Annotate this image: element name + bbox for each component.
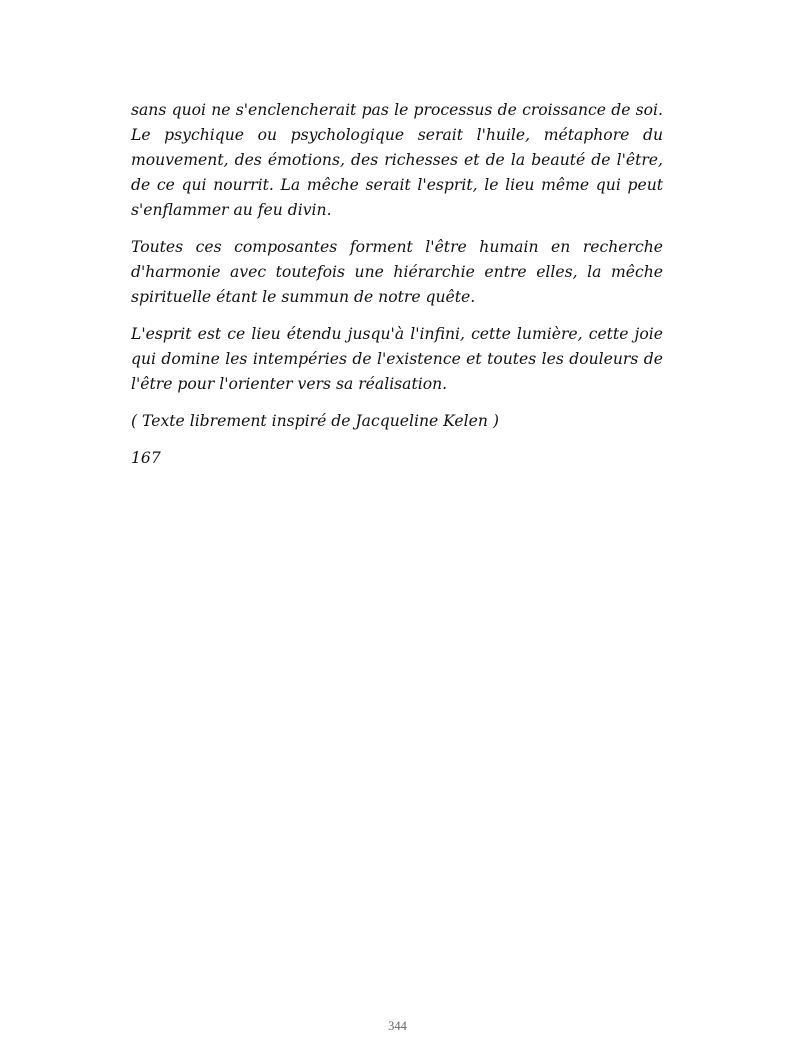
document-body xyxy=(131,98,663,483)
paragraph-2: Toutes ces composantes forment l'être humain en recherche d'harmonie avec toutefois une hiérarchie entre elles, la mêche spirituelle étant le summun de notre quête. xyxy=(131,238,663,306)
page-number: 344 xyxy=(388,1019,407,1033)
paragraph-3: L'esprit est ce lieu étendu jusqu'à l'infini, cette lumière, cette joie qui domine les intempéries de l'existence et toutes les douleurs de l'être pour l'orienter vers sa réalisation. xyxy=(131,325,663,393)
paragraph-1: sans quoi ne s'enclencherait pas le processus de croissance de soi. Le psychique ou psychologique serait l'huile, métaphore du mouvement, des émotions, des richesses et de la beauté de l'être, de ce qui nourrit. La mêche serait l'esprit, le lieu même qui peut s'enflammer au feu divin. xyxy=(131,101,663,219)
section-number: 167 xyxy=(131,449,161,467)
attribution: ( Texte librement inspiré de Jacqueline Kelen ) xyxy=(131,412,499,430)
